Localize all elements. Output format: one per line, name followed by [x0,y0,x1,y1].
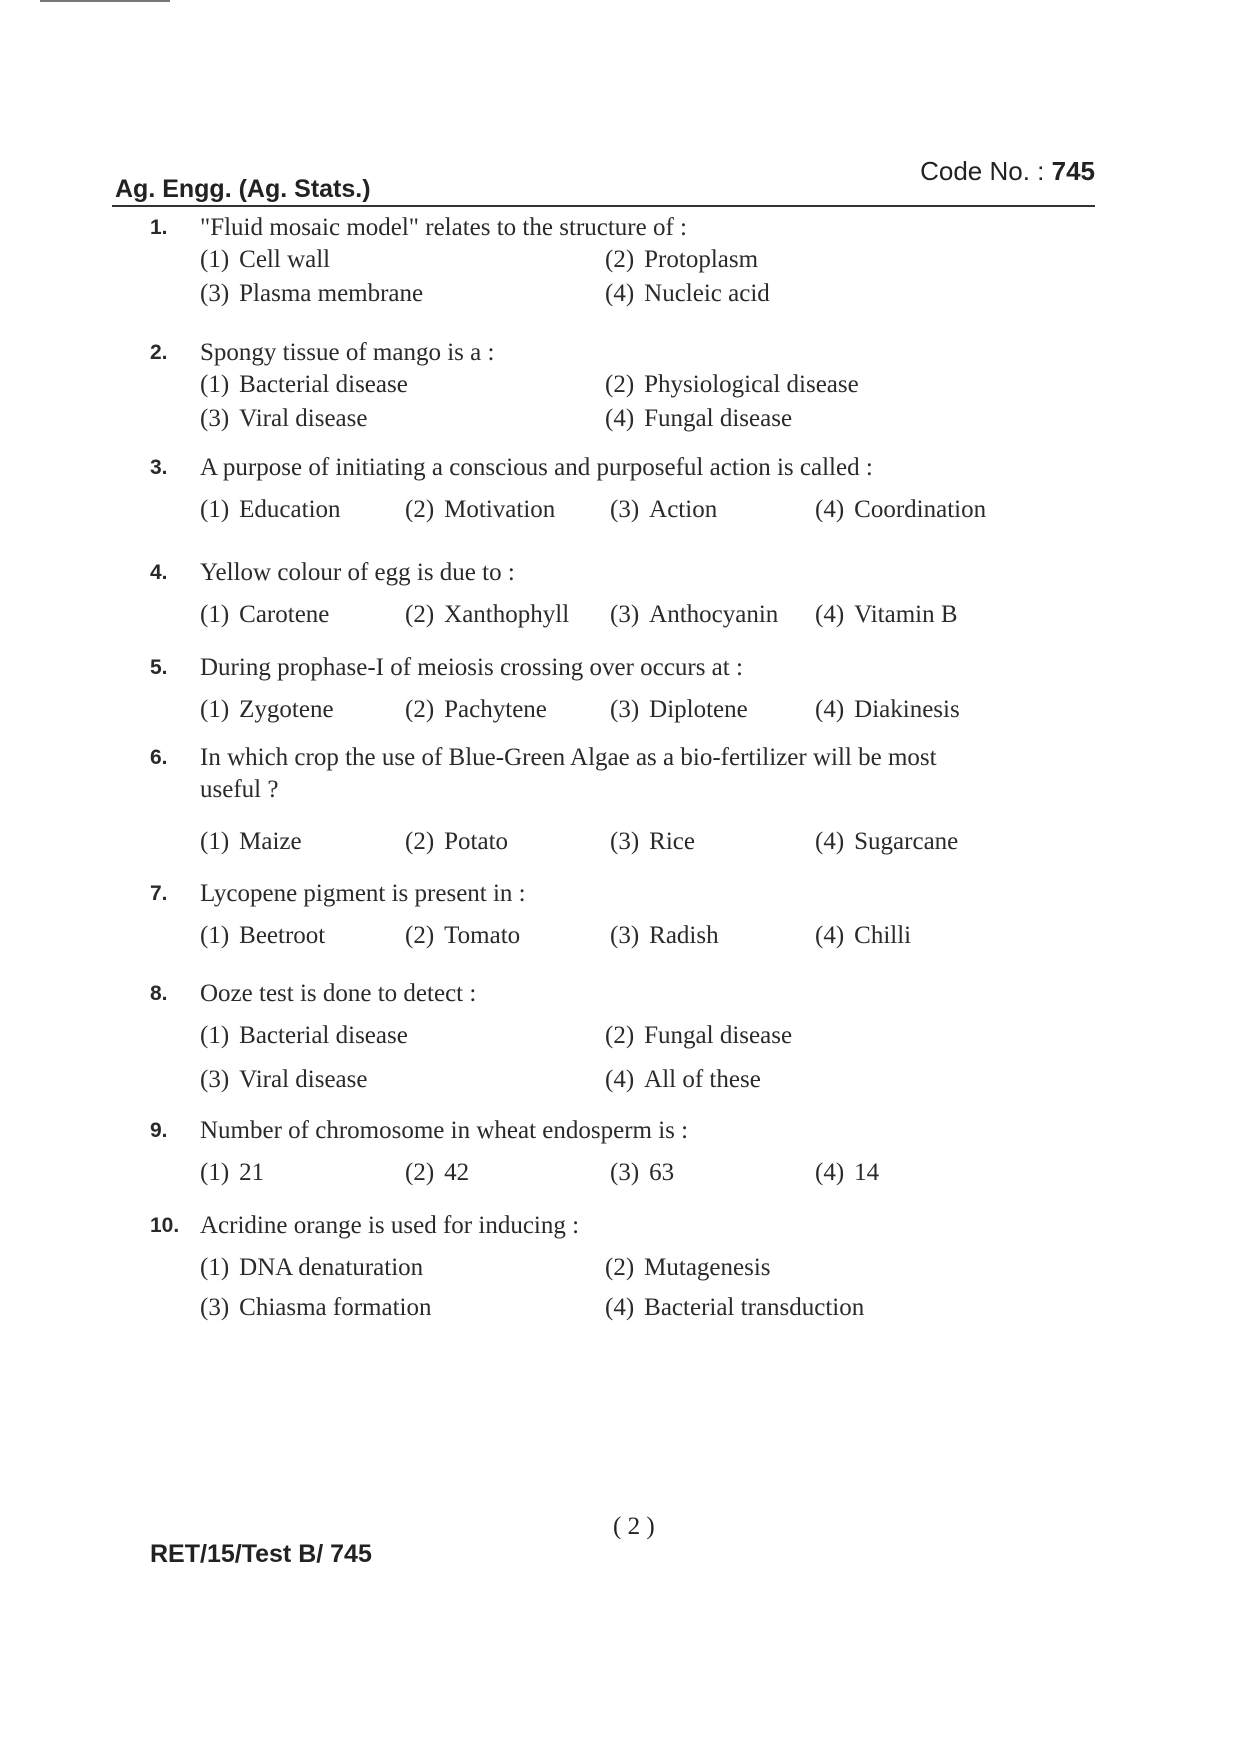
answer-option [815,1159,879,1187]
option-text: Pachytene [444,696,547,723]
option-text: 14 [854,1159,880,1186]
option-text: Protoplasm [644,246,759,273]
answer-option [815,922,911,950]
header-divider [112,205,1095,207]
answer-option [405,696,547,724]
question-text: Number of chromosome in wheat endosperm is : [200,1117,689,1144]
question-number: 9. [150,1119,168,1142]
answer-option [200,922,325,950]
question-line [150,337,1100,369]
answer-option [610,922,719,950]
option-number: (3) [610,1159,640,1186]
question-line [150,557,1100,589]
question-number: 7. [150,882,168,905]
option-number: (1) [200,1022,230,1049]
option-number: (3) [610,601,640,628]
question-text: Acridine orange is used for inducing : [200,1212,580,1239]
option-text: Xanthophyll [444,601,570,628]
answer-option [200,601,329,629]
option-number: (3) [610,828,640,855]
option-number: (1) [200,371,230,398]
code-label: Code No. : [920,156,1045,186]
option-text: Coordination [854,496,987,523]
option-number: (3) [610,922,640,949]
answer-option [605,246,758,274]
option-number: (3) [200,280,230,307]
option-text: Plasma membrane [239,280,424,307]
question-text: "Fluid mosaic model" relates to the structure of : [200,214,687,241]
question-line [150,978,1100,1010]
answer-option [815,828,958,856]
answer-option [405,1159,469,1187]
option-number: (3) [200,1066,230,1093]
question [150,742,1100,855]
answer-option [200,1254,423,1282]
question-text: In which crop the use of Blue-Green Algae as a bio-fertilizer will be most [200,744,937,771]
question-number: 4. [150,561,168,584]
option-text: Radish [649,922,719,949]
answer-option [200,828,302,856]
option-text: Nucleic acid [644,280,770,307]
option-number: (2) [605,246,635,273]
code-value: 745 [1051,156,1095,186]
scan-edge-mark [40,0,170,2]
option-number: (2) [605,1022,635,1049]
answer-option [200,696,334,724]
option-text: Tomato [444,922,521,949]
question [150,212,1100,307]
option-number: (4) [605,1066,635,1093]
option-number: (4) [815,601,845,628]
option-text: Maize [239,828,302,855]
option-number: (4) [605,280,635,307]
option-number: (1) [200,1254,230,1281]
question-number: 2. [150,341,168,364]
option-number: (4) [605,405,635,432]
question-text: Lycopene pigment is present in : [200,880,526,907]
question-text: Spongy tissue of mango is a : [200,339,495,366]
question-text-continued: useful ? [200,776,279,803]
option-text: DNA denaturation [239,1254,424,1281]
answer-option [200,371,408,399]
question-line [150,212,1100,244]
answer-option [815,601,958,629]
option-text: Potato [444,828,509,855]
option-text: Diakinesis [854,696,960,723]
question-line [150,652,1100,684]
option-number: (1) [200,496,230,523]
option-number: (4) [815,828,845,855]
option-text: Bacterial transduction [644,1294,865,1321]
option-number: (1) [200,246,230,273]
question-text: A purpose of initiating a conscious and purposeful action is called : [200,454,873,481]
option-number: (4) [815,1159,845,1186]
question-text: During prophase-I of meiosis crossing over occurs at : [200,654,743,681]
question-number: 8. [150,982,168,1005]
option-number: (3) [200,1294,230,1321]
question [150,337,1100,432]
option-text: All of these [644,1066,761,1093]
answer-option [605,1254,771,1282]
answer-option [405,601,569,629]
option-number: (3) [200,405,230,432]
answer-option [605,280,770,308]
answer-option [610,601,778,629]
option-number: (1) [200,828,230,855]
question [150,1210,1100,1321]
option-number: (2) [405,922,435,949]
answer-option [605,405,792,433]
question-line-continued [150,774,1100,806]
answer-option [605,1294,864,1322]
option-text: Fungal disease [644,1022,793,1049]
option-number: (1) [200,696,230,723]
question-number: 6. [150,746,168,769]
option-number: (2) [405,1159,435,1186]
page-number: ( 2 ) [613,1513,655,1540]
option-number: (2) [405,601,435,628]
test-code: RET/15/Test B/ 745 [150,1540,372,1568]
option-text: Mutagenesis [644,1254,771,1281]
question-number: 10. [150,1214,180,1237]
option-text: Sugarcane [854,828,959,855]
answer-option [815,696,960,724]
option-number: (1) [200,1159,230,1186]
option-text: Bacterial disease [239,1022,408,1049]
question-text: Yellow colour of egg is due to : [200,559,515,586]
answer-option [200,405,367,433]
option-text: 21 [239,1159,265,1186]
question-line [150,742,1100,774]
option-text: Viral disease [239,1066,368,1093]
option-number: (3) [610,496,640,523]
question [150,878,1100,949]
option-text: Carotene [239,601,330,628]
option-text: Fungal disease [644,405,793,432]
answer-option [200,280,423,308]
option-number: (2) [405,496,435,523]
option-number: (2) [605,1254,635,1281]
answer-option [605,1022,792,1050]
option-number: (4) [815,922,845,949]
option-text: Motivation [444,496,556,523]
question-line [150,452,1100,484]
option-text: Viral disease [239,405,368,432]
code-number [920,156,1095,187]
option-text: Diplotene [649,696,748,723]
answer-option [605,1066,761,1094]
option-number: (3) [610,696,640,723]
option-text: Action [649,496,718,523]
subject-title: Ag. Engg. (Ag. Stats.) [115,175,371,203]
question [150,1115,1100,1186]
option-number: (2) [405,828,435,855]
question-number: 3. [150,456,168,479]
option-text: Anthocyanin [649,601,779,628]
question-number-spacer [150,774,200,806]
answer-option [405,922,520,950]
option-number: (1) [200,922,230,949]
option-text: Beetroot [239,922,326,949]
option-number: (2) [605,371,635,398]
answer-option [200,246,330,274]
answer-option [405,828,508,856]
option-text: Chilli [854,922,912,949]
option-text: Cell wall [239,246,331,273]
answer-option [605,371,859,399]
question-text: Ooze test is done to detect : [200,980,477,1007]
question [150,452,1100,523]
answer-option [200,496,341,524]
option-number: (1) [200,601,230,628]
question [150,557,1100,628]
option-number: (4) [815,696,845,723]
answer-option [405,496,555,524]
answer-option [610,1159,674,1187]
question [150,978,1100,1093]
option-number: (4) [605,1294,635,1321]
question-number: 1. [150,216,168,239]
option-text: Education [239,496,341,523]
answer-option [200,1159,264,1187]
question-line [150,1210,1100,1242]
option-text: Physiological disease [644,371,859,398]
option-text: 63 [649,1159,675,1186]
option-text: 42 [444,1159,470,1186]
answer-option [200,1294,431,1322]
option-text: Rice [649,828,695,855]
option-text: Bacterial disease [239,371,408,398]
option-text: Chiasma formation [239,1294,432,1321]
option-number: (4) [815,496,845,523]
answer-option [610,828,695,856]
question-line [150,1115,1100,1147]
option-text: Zygotene [239,696,334,723]
answer-option [815,496,986,524]
answer-option [200,1022,408,1050]
option-number: (2) [405,696,435,723]
answer-option [610,496,717,524]
answer-option [200,1066,367,1094]
question-line [150,878,1100,910]
question-number: 5. [150,656,168,679]
question [150,652,1100,723]
option-text: Vitamin B [854,601,958,628]
answer-option [610,696,748,724]
